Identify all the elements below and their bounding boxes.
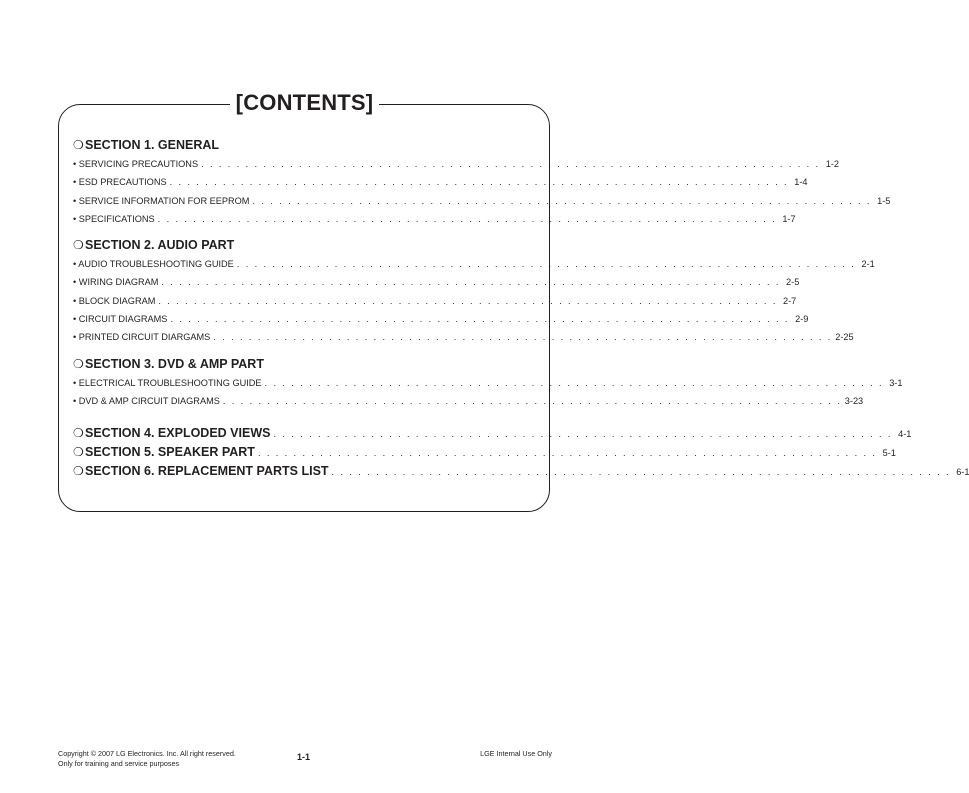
page-title: [CONTENTS] (0, 88, 609, 118)
classification-text: LGE Internal Use Only (480, 749, 552, 758)
entry-label (73, 255, 234, 273)
entry-page: 6-1 (956, 467, 969, 478)
toc-section (73, 236, 875, 346)
entry-page: 1-2 (825, 159, 839, 169)
section-item-list (73, 155, 891, 228)
section-heading (73, 236, 530, 254)
section-title: SECTION 5. SPEAKER PART (85, 445, 255, 460)
entry-page: 4-1 (898, 429, 912, 440)
toc-section-entry[interactable] (73, 443, 896, 462)
entry-label (73, 173, 167, 191)
entry-title: SERVICE INFORMATION FOR EEPROM (78, 195, 250, 206)
toc-entry[interactable] (73, 192, 891, 210)
toc-section-entry[interactable] (73, 424, 912, 443)
toc-entry[interactable] (73, 255, 875, 273)
entry-label (73, 374, 262, 392)
section-bullet-icon: ❍ (73, 356, 84, 371)
item-bullet-icon: • (73, 277, 77, 288)
item-bullet-icon: • (73, 177, 77, 188)
entry-page: 1-5 (877, 195, 891, 206)
item-bullet-icon: • (73, 195, 77, 206)
section-bullet-icon: ❍ (73, 464, 84, 479)
section-heading (73, 355, 530, 373)
entry-title: CIRCUIT DIAGRAMS (78, 314, 168, 325)
dot-leader: . . . . . . . . . . . . . . . . . . . . . . . . . . . . . . . . . . . . . . . . . . . . . . . . . . . . . . . . . . . . . . . . . . . . . . (170, 314, 790, 325)
item-bullet-icon: • (73, 377, 77, 388)
dot-leader: . . . . . . . . . . . . . . . . . . . . . . . . . . . . . . . . . . . . . . . . . . . . . . . . . . . . . . . . . . . . . . . . . . . . . . (331, 467, 951, 478)
dot-leader: . . . . . . . . . . . . . . . . . . . . . . . . . . . . . . . . . . . . . . . . . . . . . . . . . . . . . . . . . . . . . . . . . . . . . . (252, 195, 872, 206)
entry-page: 5-1 (882, 448, 896, 459)
section-bullet-icon: ❍ (73, 238, 84, 253)
section-title: SECTION 3. DVD & AMP PART (85, 356, 264, 371)
toc-section (73, 355, 903, 411)
section-bullet-icon: ❍ (73, 426, 84, 441)
item-bullet-icon: • (73, 213, 77, 224)
toc-entry[interactable] (73, 173, 808, 191)
item-bullet-icon: • (73, 259, 77, 270)
item-bullet-icon: • (73, 332, 77, 343)
toc-entry[interactable] (73, 310, 809, 328)
entry-title: ELECTRICAL TROUBLESHOOTING GUIDE (78, 377, 262, 388)
section-bullet-icon: ❍ (73, 445, 84, 460)
toc-entry[interactable] (73, 374, 903, 392)
dot-leader: . . . . . . . . . . . . . . . . . . . . . . . . . . . . . . . . . . . . . . . . . . . . . . . . . . . . . . . . . . . . . . . . . . . . . . (161, 277, 781, 288)
section-heading (73, 136, 530, 154)
sections-container (73, 136, 903, 410)
dot-leader: . . . . . . . . . . . . . . . . . . . . . . . . . . . . . . . . . . . . . . . . . . . . . . . . . . . . . . . . . . . . . . . . . . . . . . (169, 177, 789, 188)
item-bullet-icon: • (73, 159, 77, 169)
dot-leader: . . . . . . . . . . . . . . . . . . . . . . . . . . . . . . . . . . . . . . . . . . . . . . . . . . . . . . . . . . . . . . . . . . . . . . (257, 448, 877, 459)
section-title: SECTION 1. GENERAL (85, 138, 220, 152)
footer-left (58, 749, 236, 769)
item-bullet-icon: • (73, 314, 77, 325)
entry-title: SPECIFICATIONS (78, 213, 155, 224)
tail-sections-container (73, 424, 969, 481)
section-heading (73, 462, 329, 481)
toc-entry[interactable] (73, 392, 864, 410)
toc-entry[interactable] (73, 210, 796, 228)
entry-page: 3-1 (889, 377, 903, 388)
entry-title: SERVICING PRECAUTIONS (78, 159, 199, 169)
entry-page: 2-5 (786, 277, 800, 288)
entry-label (73, 310, 167, 328)
entry-label (73, 328, 210, 346)
dot-leader: . . . . . . . . . . . . . . . . . . . . . . . . . . . . . . . . . . . . . . . . . . . . . . . . . . . . . . . . . . . . . . . . . . . . . . (236, 259, 856, 270)
section-item-list (73, 374, 903, 411)
entry-page: 1-4 (794, 177, 808, 188)
section-title: SECTION 4. EXPLODED VIEWS (85, 426, 271, 441)
toc-section (73, 136, 891, 228)
copyright-text: Copyright © 2007 LG Electronics. Inc. All right reserved. (58, 749, 236, 758)
entry-label (73, 155, 198, 173)
section-title: SECTION 2. AUDIO PART (85, 238, 235, 253)
section-title: SECTION 6. REPLACEMENT PARTS LIST (85, 464, 329, 479)
entry-label (73, 273, 158, 291)
dot-leader: . . . . . . . . . . . . . . . . . . . . . . . . . . . . . . . . . . . . . . . . . . . . . . . . . . . . . . . . . . . . . . . . . . . . . . (273, 429, 893, 440)
entry-title: DVD & AMP CIRCUIT DIAGRAMS (78, 395, 220, 406)
entry-title: AUDIO TROUBLESHOOTING GUIDE (78, 259, 234, 270)
section-bullet-icon: ❍ (73, 138, 84, 152)
table-of-contents (73, 136, 969, 481)
entry-title: BLOCK DIAGRAM (78, 295, 156, 306)
entry-page: 2-25 (835, 332, 854, 343)
entry-title: ESD PRECAUTIONS (78, 177, 167, 188)
entry-label (73, 292, 155, 310)
entry-label (73, 210, 155, 228)
toc-entry[interactable] (73, 328, 854, 346)
section-heading (73, 443, 255, 462)
page-number: 1-1 (297, 752, 311, 762)
toc-section-entry[interactable] (73, 462, 969, 481)
dot-leader: . . . . . . . . . . . . . . . . . . . . . . . . . . . . . . . . . . . . . . . . . . . . . . . . . . . . . . . . . . . . . . . . . . . . . . (158, 295, 778, 306)
dot-leader: . . . . . . . . . . . . . . . . . . . . . . . . . . . . . . . . . . . . . . . . . . . . . . . . . . . . . . . . . . . . . . . . . . . . . . (213, 332, 833, 343)
entry-page: 3-23 (844, 395, 864, 406)
entry-title: WIRING DIAGRAM (78, 277, 159, 288)
toc-entry[interactable] (73, 292, 797, 310)
entry-label (73, 192, 249, 210)
dot-leader: . . . . . . . . . . . . . . . . . . . . . . . . . . . . . . . . . . . . . . . . . . . . . . . . . . . . . . . . . . . . . . . . . . . . . . (222, 395, 842, 406)
item-bullet-icon: • (73, 295, 77, 306)
dot-leader: . . . . . . . . . . . . . . . . . . . . . . . . . . . . . . . . . . . . . . . . . . . . . . . . . . . . . . . . . . . . . . . . . . . . . . (201, 159, 820, 169)
entry-page: 1-7 (782, 213, 796, 224)
item-bullet-icon: • (73, 395, 77, 406)
entry-page: 2-9 (795, 314, 809, 325)
entry-title: PRINTED CIRCUIT DIARGAMS (78, 332, 211, 343)
toc-entry[interactable] (73, 273, 800, 291)
dot-leader: . . . . . . . . . . . . . . . . . . . . . . . . . . . . . . . . . . . . . . . . . . . . . . . . . . . . . . . . . . . . . . . . . . . . . . (264, 377, 884, 388)
usage-text: Only for training and service purposes (58, 759, 180, 768)
section-item-list (73, 255, 875, 346)
dot-leader: . . . . . . . . . . . . . . . . . . . . . . . . . . . . . . . . . . . . . . . . . . . . . . . . . . . . . . . . . . . . . . . . . . . . . . (157, 213, 777, 224)
entry-page: 2-1 (861, 259, 875, 270)
toc-entry[interactable] (73, 155, 839, 173)
entry-page: 2-7 (783, 295, 797, 306)
entry-label (73, 392, 220, 410)
section-heading (73, 424, 270, 443)
